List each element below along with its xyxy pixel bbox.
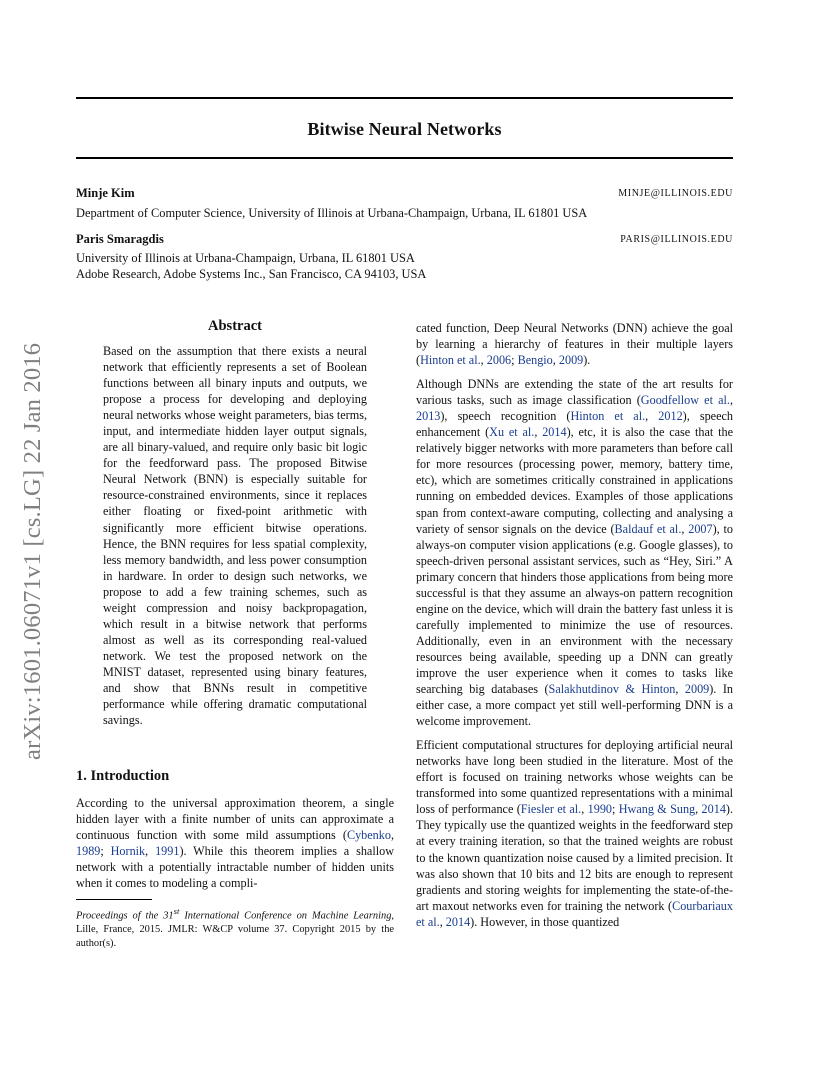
citation-link[interactable]: Cybenko (346, 828, 391, 843)
author-affiliation-2a: University of Illinois at Urbana-Champaign, Urbana, IL 61801 USA (76, 251, 415, 265)
title-rule-bottom (76, 157, 733, 159)
footnote-rule (76, 899, 152, 900)
intro-heading: 1. Introduction (76, 768, 170, 785)
citation-link[interactable]: Bengio (517, 353, 553, 368)
citation-link[interactable]: 2006 (486, 353, 512, 368)
citation-link[interactable]: 2012 (658, 409, 683, 424)
intro-paragraph-3: Efficient computational structures for deploying artificial neural networks have long been studied in the literature. Most of the effort is focused on training networks whose weights can be transformed into some quantized representations with a minimal loss of performance (Fiesler et al., 1990; Hwang & Sung, 2014). They typically use the quantized weights in the feedforward step at every training iteration, so that the trained weights are robust to the known quantization noise caused by a limited precision. It was also shown that 10 bits and 12 bits are enough to represent gradients and storing weights for implementing the state-of-the-art maxout networks even for training the network (Courbariaux et al., 2014). However, in those quantized (416, 738, 734, 929)
citation-link[interactable]: 2013 (416, 409, 441, 424)
citation-link[interactable]: 2014 (701, 802, 726, 817)
author-name-2: Paris Smaragdis (76, 232, 164, 246)
citation-link[interactable]: Xu et al. (489, 425, 535, 440)
left-column (76, 318, 394, 950)
proceedings-footnote: Proceedings of the 31st International Conference on Machine Learning, Lille, France, 2015. JMLR: W&CP volume 37. Copyright 2015 by the author(s). (76, 906, 394, 949)
arxiv-stamp: arXiv:1601.06071v1 [cs.LG] 22 Jan 2016 (19, 342, 46, 760)
citation-link[interactable]: Hinton et al. (420, 353, 481, 368)
intro-paragraph-1-cont: cated function, Deep Neural Networks (DNN) achieve the goal by learning a hierarchy of features in their multiple layers (Hinton et al., 2006; Bengio, 2009). (416, 321, 733, 368)
citation-link[interactable]: Hwang & Sung (618, 802, 696, 817)
citation-link[interactable]: 1990 (587, 802, 612, 817)
citation-link[interactable]: 1989 (76, 844, 101, 859)
citation-link[interactable]: Fiesler et al. (520, 802, 582, 817)
citation-link[interactable]: 2009 (684, 682, 710, 697)
citation-link[interactable]: Baldauf et al. (614, 521, 682, 536)
author-email-2[interactable]: PARIS@ILLINOIS.EDU (620, 234, 733, 245)
intro-paragraph-2: Although DNNs are extending the state of the art results for various tasks, such as image classification (Goodfellow et al., 2013), speech recognition (Hinton et al., 2012), speech enhancement (Xu et al., 2014), etc, it is also the case that the relatively bigger networks with more parameters than before call for more resources (processing power, memory, battery time, etc), which are sometimes critically constrained in applications running on embedded devices. Examples of those applications span from context-aware computing, collecting and analysing a variety of sensor signals on the device (Baldauf et al., 2007), to always-on computer vision applications (e.g. Google glasses), to speech-driven personal assistant services, such as “Hey, Siri.” A primary concern that hinders those applications from being more successful is that they assume an always-on pattern recognition engine on the device, which will drain the battery fast unless it is carefully implemented to minimize the use of resources. Additionally, even in an environment with the necessary resources being available, speeding up a DNN can greatly improve the user experience when it comes to tasks like searching big databases (Salakhutdinov & Hinton, 2009). In either case, a more compact yet still well-performing DNN is a welcome improvement. (416, 377, 734, 729)
citation-link[interactable]: 1991 (155, 844, 180, 859)
intro-paragraph-1: According to the universal approximation theorem, a single hidden layer with a finite number of units can approximate a continuous function with some mild assumptions (Cybenko, 1989; Hornik, 1991). While this theorem implies a shallow network with a potentially intractable number of hidden units when it comes to modeling a compli- (76, 796, 394, 891)
citation-link[interactable]: 2007 (688, 521, 713, 536)
author-email-1[interactable]: MINJE@ILLINOIS.EDU (618, 188, 733, 199)
citation-link[interactable]: 2014 (542, 425, 567, 440)
abstract-text: Based on the assumption that there exists a neural network that efficiently represents a set of Boolean functions between all binary inputs and outputs, we propose a process for developing and deploying neural networks whose weight parameters, bias terms, input, and intermediate hidden layer output signals, are all binary-valued, and require only basic bit logic for the feedforward pass. The proposed Bitwise Neural Network (BNN) is especially suitable for resource-constrained environments, since it replaces either floating or fixed-point arithmetic with significantly more efficient bitwise operations. Hence, the BNN requires for less spatial complexity, less memory bandwidth, and less power consumption in hardware. In order to design such networks, we propose to add a few training schemes, such as weight compression and noisy backpropagation, which result in a bitwise network that performs almost as well as its corresponding real-valued network. We test the proposed network on the MNIST dataset, represented using binary features, and show that BNNs result in competitive performance while offering dramatic computational savings. (103, 344, 367, 728)
author-name-1: Minje Kim (76, 186, 135, 200)
right-column (416, 320, 733, 938)
citation-link[interactable]: 2009 (558, 353, 584, 368)
paper-title: Bitwise Neural Networks (307, 119, 502, 139)
citation-link[interactable]: Courbariaux et al. (416, 898, 733, 929)
citation-link[interactable]: Hinton et al. (570, 409, 646, 424)
title-rule-top (76, 97, 733, 99)
citation-link[interactable]: Goodfellow et al. (640, 393, 730, 408)
author-affiliation-2b: Adobe Research, Adobe Systems Inc., San Francisco, CA 94103, USA (76, 267, 427, 281)
abstract-heading: Abstract (208, 318, 262, 334)
citation-link[interactable]: Hornik (110, 844, 146, 859)
author-affiliation-1: Department of Computer Science, University of Illinois at Urbana-Champaign, Urbana, IL 61801 USA (76, 206, 588, 220)
citation-link[interactable]: 2014 (445, 914, 471, 929)
citation-link[interactable]: Salakhutdinov & Hinton (548, 682, 676, 697)
